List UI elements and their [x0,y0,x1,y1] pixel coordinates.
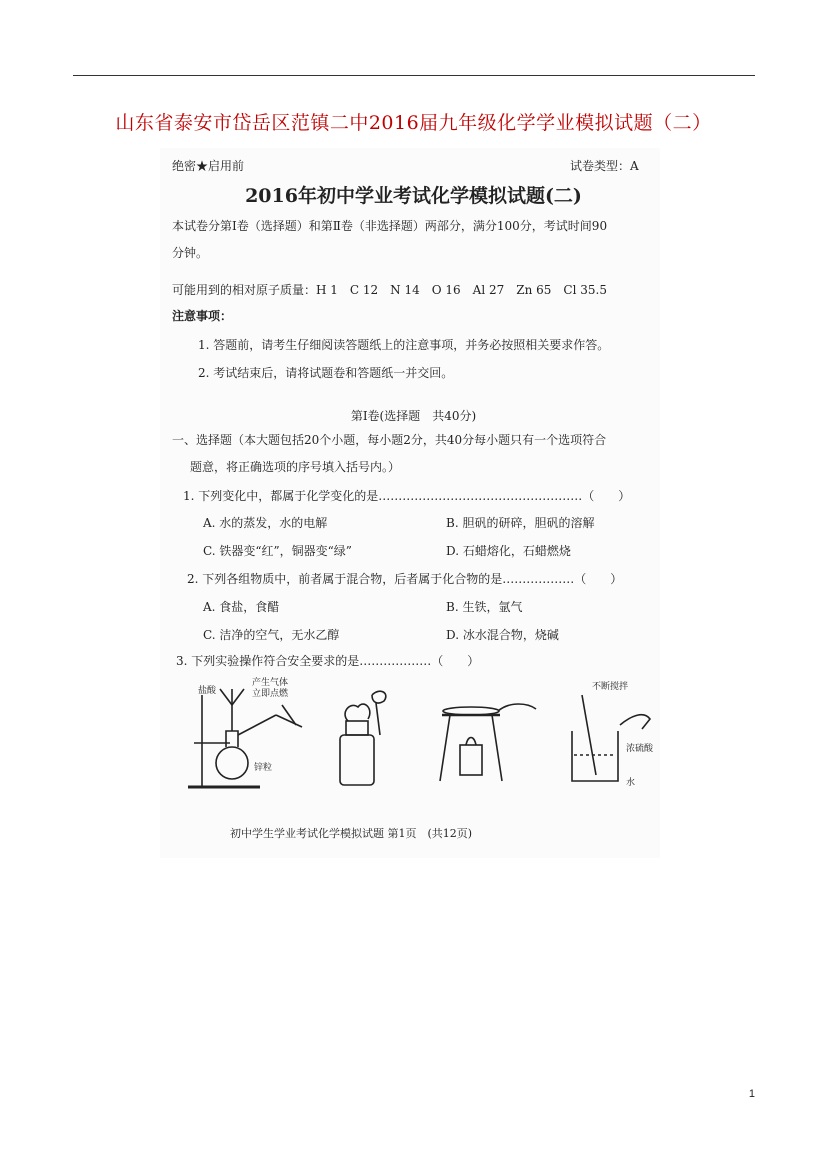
intro-line-2: 分钟。 [172,246,209,260]
apparatus-b-bottle [340,691,386,785]
question-2-option-b: B. 生铁，氩气 [446,600,523,614]
header-rule [73,75,755,76]
question-1-option-b: B. 胆矾的研碎，胆矾的溶解 [446,516,595,530]
secret-label: 绝密★启用前 [172,159,245,173]
exam-heading: 2016年初中学业考试化学模拟试题(二) [245,185,582,207]
atomic-mass-line: 可能用到的相对原子质量：H 1 C 12 N 14 O 16 Al 27 Zn 65 Cl 35.5 [172,283,607,297]
question-3-stem: 3. 下列实验操作符合安全要求的是………………（ ） [176,654,480,668]
question-2-option-a: A. 食盐，食醋 [203,600,280,614]
document-title: 山东省泰安市岱岳区范镇二中2016届九年级化学学业模拟试题（二） [115,112,712,134]
question-1-option-d: D. 石蜡熔化，石蜡燃烧 [446,544,571,558]
question-1-option-a: A. 水的蒸发，水的电解 [203,516,328,530]
apparatus-a-gas-generator [188,676,302,787]
note-1: 1. 答题前，请考生仔细阅读答题纸上的注意事项，并务必按照相关要求作答。 [198,338,610,352]
label-conc-acid: 浓硫酸 [626,744,654,754]
apparatus-c-heating-stand [440,704,536,781]
lab-apparatus-figure [180,675,660,795]
question-2-option-c: C. 洁净的空气，无水乙醇 [203,628,340,642]
label-stir: 不断搅拌 [592,682,629,692]
label-gas-note-2: 立即点燃 [252,689,289,699]
question-1-option-c: C. 铁器变“红”，铜器变“绿” [203,544,352,558]
question-2-stem: 2. 下列各组物质中，前者属于混合物，后者属于化合物的是………………（ ） [187,572,623,586]
notes-title: 注意事项： [172,309,233,323]
label-water: 水 [626,778,636,788]
question-2-option-d: D. 冰水混合物，烧碱 [446,628,559,642]
section-title: 第Ⅰ卷(选择题 共40分) [350,409,477,423]
intro-line-1: 本试卷分第Ⅰ卷（选择题）和第Ⅱ卷（非选择题）两部分，满分100分，考试时间90 [172,219,608,233]
label-acid: 盐酸 [198,686,217,696]
label-zinc: 锌粒 [254,763,273,773]
question-1-stem: 1. 下列变化中，都属于化学变化的是……………………………………………（ ） [183,489,631,503]
section-intro-1: 一、选择题（本大题包括20个小题，每小题2分，共40分每小题只有一个选项符合 [172,433,607,447]
apparatus-d-beaker [572,680,654,788]
page-number: 1 [748,1088,755,1100]
label-gas-note-1: 产生气体 [252,678,289,688]
section-intro-2: 题意，将正确选项的序号填入括号内。） [190,460,401,474]
note-2: 2. 考试结束后，请将试题卷和答题纸一并交回。 [198,366,454,380]
paper-type: 试卷类型：A [570,159,639,173]
scan-footer: 初中学生学业考试化学模拟试题 第1页 (共12页) [230,827,473,840]
